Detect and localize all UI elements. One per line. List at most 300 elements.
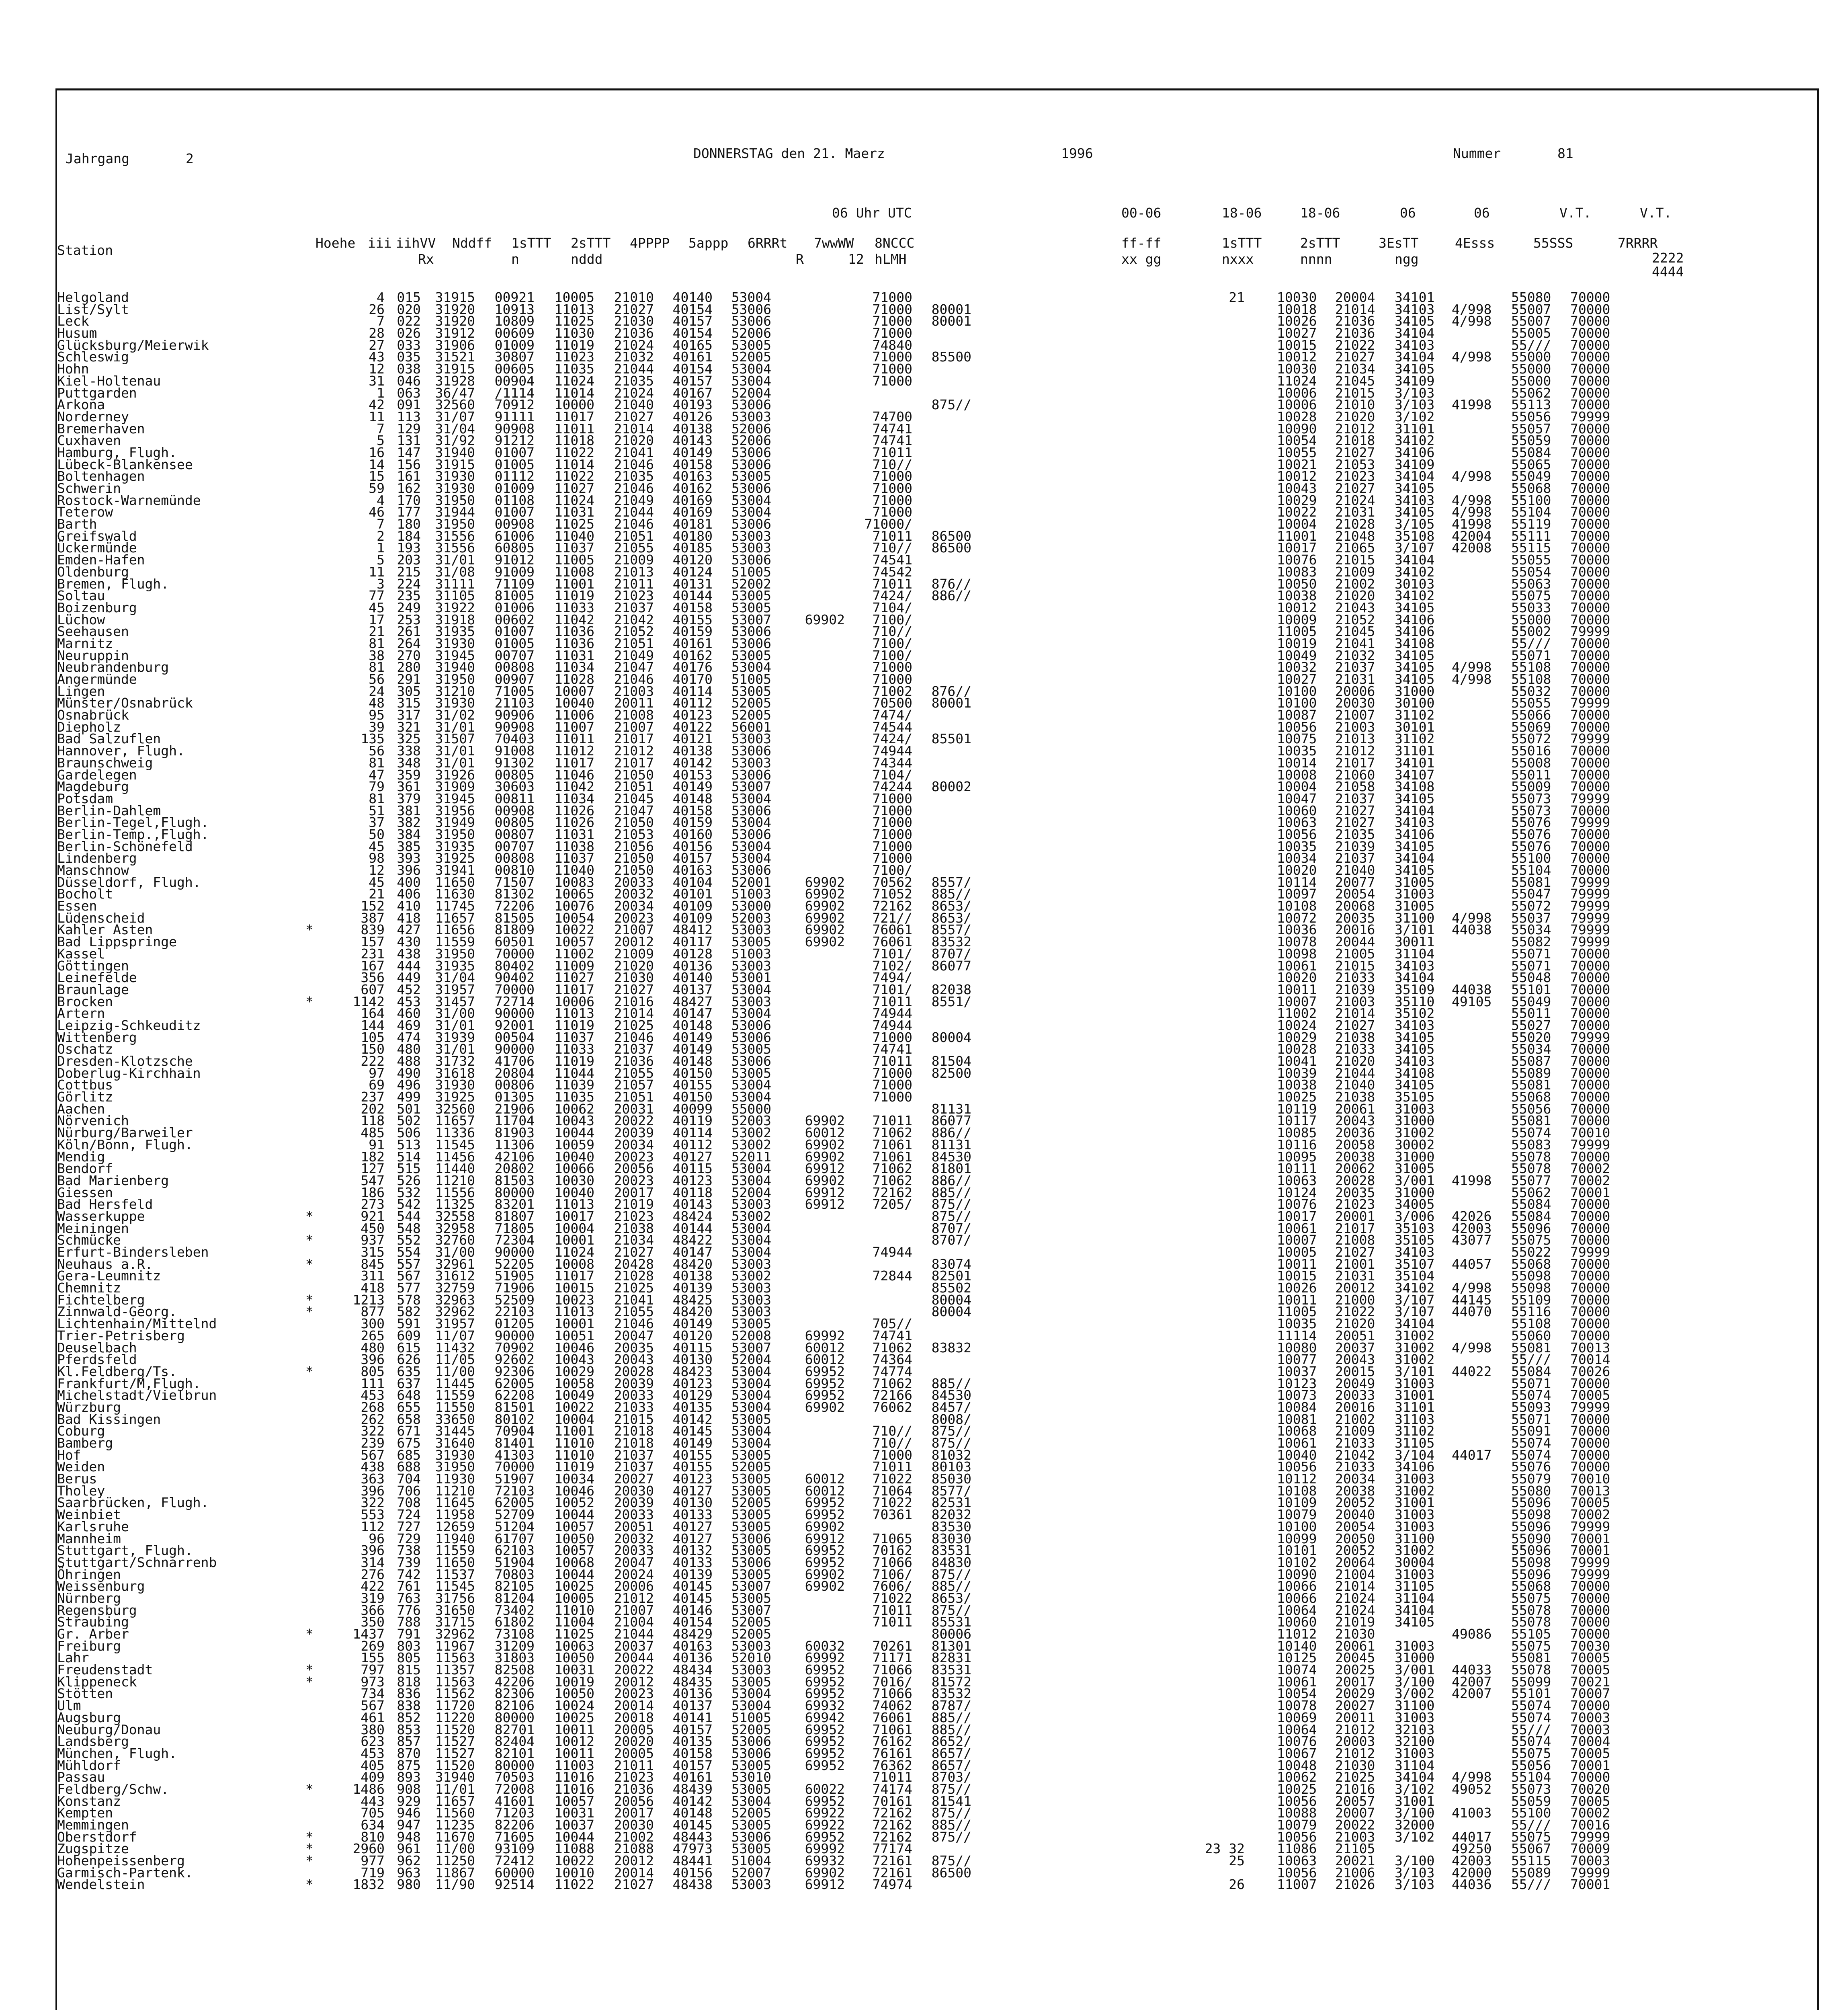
cell-c8nccc: 886// [931,1172,971,1188]
cell-nddff: 62005 [494,1495,535,1511]
cell-c1sttt: 10005 [554,289,594,305]
cell-c5appp: 53005 [731,1447,771,1463]
table-row [57,1079,1817,1091]
cell-c1sttt: 10015 [554,1280,594,1296]
cell-c7wwww: 70161 [872,1793,912,1809]
cell-iii: 499 [397,1089,421,1105]
cell-c8nccc: 81032 [931,1447,971,1463]
cell-c7wwww: 71062 [872,1375,912,1391]
cell-c4pppp: 40142 [672,1793,713,1809]
cell-c4pppp: 40131 [672,576,713,592]
cell-c55sss: 55100 [1511,850,1551,866]
cell-c2sttt: 20030 [614,1483,654,1499]
cell-c4pppp: 40158 [672,599,713,615]
cell-station: Marnitz [57,635,113,651]
cell-station: Lindenberg [57,850,137,866]
cell-hoehe: 231 [361,946,385,962]
cell-c55sss: 55080 [1511,289,1551,305]
cell-station: Potsdam [57,790,113,806]
cell-c3esttt: 31104 [1395,1590,1435,1606]
cell-c3esttt: 34104 [1395,1602,1435,1618]
cell-c7wwww: 71066 [872,1686,912,1702]
cell-c5appp: 53004 [731,1399,771,1415]
cell-nddff: 01005 [494,635,535,651]
cell-c8nccc: 875// [931,397,971,413]
cell-c2sttt: 21023 [614,1208,654,1224]
cell-c7rrrr: 70000 [1570,325,1610,341]
cell-hoehe: 144 [361,1017,385,1033]
cell-hoehe: 28 [369,325,385,341]
cell-c7wwww: 74344 [872,755,912,771]
cell-c1sttt2: 10019 [1277,635,1317,651]
cell-c7wwww: 72162 [872,1829,912,1845]
cell-hoehe: 547 [361,1172,385,1188]
cell-c3esttt: 31000 [1395,1149,1435,1165]
cell-c4esss: 4/998 [1452,492,1492,508]
cell-c55sss: 55096 [1511,1566,1551,1582]
cell-hoehe: 111 [361,1375,385,1391]
cell-c8nccc: 83531 [931,1662,971,1678]
cell-nddff: 92514 [494,1877,535,1893]
cell-c55sss: 55100 [1511,492,1551,508]
cell-c8nccc: 8787/ [931,1698,971,1714]
cell-nddff: 82105 [494,1578,535,1594]
cell-iii: 184 [397,528,421,544]
cell-c7wwww: 70500 [872,695,912,711]
cell-station: Ückermünde [57,540,137,556]
cell-c3esttt: 34103 [1395,1244,1435,1260]
cell-iihvv: 11545 [435,1136,475,1153]
cell-nddff: 21906 [494,1101,535,1117]
cell-c55sss: 55000 [1511,349,1551,365]
cell-c8nccc: 82501 [931,1268,971,1284]
cell-nddff: 01112 [494,468,535,484]
cell-c55sss: 55072 [1511,731,1551,747]
cell-c1sttt2: 10006 [1277,397,1317,413]
cell-c5appp: 51005 [731,1709,771,1725]
cell-c3esttt: 31003 [1395,1375,1435,1391]
cell-iihvv: 11440 [435,1161,475,1177]
cell-c55sss: 55075 [1511,1829,1551,1845]
cell-c3esttt: 34102 [1395,1280,1435,1296]
cell-iii: 046 [397,373,421,389]
cell-c2sttt: 20034 [614,898,654,914]
cell-c1sttt: 10004 [554,1220,594,1236]
cell-c7wwww: 710// [872,624,912,640]
cell-c1sttt: 11022 [554,1877,594,1893]
cell-c7wwww: 7100/ [872,862,912,878]
cell-hoehe: 97 [369,1065,385,1081]
cell-hoehe: 16 [369,444,385,460]
cell-hoehe: 91 [369,1136,385,1153]
cell-c55sss: 55063 [1511,576,1551,592]
cell-c5appp: 52002 [731,576,771,592]
cell-c1sttt2: 10073 [1277,1387,1317,1403]
cell-c4esss: 42007 [1452,1686,1492,1702]
cell-c4pppp: 40120 [672,1327,713,1343]
cell-c55sss: 55076 [1511,814,1551,831]
cell-iihvv: 31556 [435,540,475,556]
cell-c1sttt2: 10080 [1277,1339,1317,1356]
cell-c55sss: 55066 [1511,707,1551,723]
cell-c7wwww: 705// [872,1316,912,1332]
cell-c55sss: 55049 [1511,993,1551,1009]
cell-iihvv: 31/01 [435,755,475,771]
cell-c8nccc: 875// [931,1196,971,1212]
cell-nddff: 92001 [494,1017,535,1033]
cell-c5appp: 53006 [731,480,771,496]
cell-iii: 235 [397,588,421,604]
cell-c5appp: 53005 [731,1471,771,1487]
cell-station: Garmisch-Partenk. [57,1864,193,1881]
cell-c7wwww: 74944 [872,1005,912,1021]
cell-nddff: 01205 [494,1316,535,1332]
cell-c4pppp: 40149 [672,444,713,460]
cell-c55sss: 55/// [1511,1721,1551,1737]
cell-c3esttt: 31000 [1395,1650,1435,1666]
cell-c7wwww: 7106/ [872,1566,912,1582]
cell-c6rrrt: 60012 [805,1352,845,1368]
cell-c55sss: 55049 [1511,468,1551,484]
cell-station: Norderney [57,408,129,425]
cell-c2sttt2: 21045 [1335,373,1375,389]
cell-iii: 361 [397,779,421,795]
cell-c2sttt: 20033 [614,874,654,890]
cell-nddff: 01005 [494,456,535,472]
cell-c8nccc: 80103 [931,1459,971,1475]
cell-c1sttt2: 10095 [1277,1149,1317,1165]
cell-c4pppp: 40169 [672,492,713,508]
cell-nddff: /1114 [494,385,535,401]
cell-nddff: 00904 [494,373,535,389]
cell-station: Karlsruhe [57,1518,129,1534]
cell-iii: 474 [397,1029,421,1045]
cell-c5appp: 53003 [731,1292,771,1308]
cell-c5appp: 53006 [731,1829,771,1845]
cell-c2sttt2: 21003 [1335,993,1375,1009]
cell-c1sttt: 10022 [554,1399,594,1415]
cell-c3esttt: 34105 [1395,647,1435,663]
cell-c4pppp: 40145 [672,1423,713,1439]
cell-c1sttt2: 10036 [1277,922,1317,938]
cell-c5appp: 52004 [731,1352,771,1368]
cell-c4esss: 42000 [1452,1864,1492,1881]
cell-c55sss: 55081 [1511,1113,1551,1129]
cell-c5appp: 53010 [731,1769,771,1785]
cell-station: Leinefelde [57,970,137,986]
cell-hoehe: 845 [361,1256,385,1272]
cell-c2sttt: 20014 [614,1698,654,1714]
cell-c1sttt: 10044 [554,1566,594,1582]
cell-iihvv: 31939 [435,1029,475,1045]
cell-c55sss: 55098 [1511,1268,1551,1284]
cell-nddff: 00807 [494,826,535,842]
cell-c7wwww: 7494/ [872,970,912,986]
cell-station: Cottbus [57,1077,113,1093]
cell-c2sttt: 21041 [614,1292,654,1308]
cell-station: Passau [57,1769,105,1785]
cell-station: Seehausen [57,624,129,640]
cell-c4pppp: 40150 [672,1089,713,1105]
cell-c7wwww: 71011 [872,993,912,1009]
cell-hoehe: 314 [361,1554,385,1570]
cell-c4pppp: 40127 [672,1149,713,1165]
cell-c2sttt2: 21009 [1335,564,1375,580]
cell-c2sttt: 21050 [614,814,654,831]
cell-c5appp: 53002 [731,1208,771,1224]
cell-iii: 635 [397,1363,421,1379]
cell-iihvv: 31618 [435,1065,475,1081]
cell-c2sttt2: 20050 [1335,1530,1375,1546]
cell-c2sttt2: 20043 [1335,1113,1375,1129]
cell-c3esttt: 31102 [1395,707,1435,723]
cell-c2sttt: 21055 [614,1065,654,1081]
cell-c55sss: 55062 [1511,1184,1551,1200]
cell-c2sttt: 21014 [614,1005,654,1021]
cell-c7wwww: 71000 [872,1089,912,1105]
cell-c2sttt: 21037 [614,599,654,615]
cell-iihvv: 11/00 [435,1363,475,1379]
cell-c55sss: 55089 [1511,1864,1551,1881]
cell-c7wwww: 71000 [872,349,912,365]
cell-c2sttt2: 21038 [1335,1029,1375,1045]
cell-c1sttt2: 10024 [1277,1017,1317,1033]
cell-c7rrrr: 70000 [1570,397,1610,413]
cell-c55sss: 55034 [1511,922,1551,938]
cell-c55sss: 55062 [1511,385,1551,401]
cell-c7rrrr: 70000 [1570,1089,1610,1105]
cell-c55sss: 55076 [1511,826,1551,842]
cell-c2sttt2: 20043 [1335,1352,1375,1368]
cell-c7rrrr: 70000 [1570,1149,1610,1165]
cell-c2sttt: 21027 [614,301,654,317]
cell-c2sttt: 20032 [614,886,654,902]
cell-iihvv: 31612 [435,1268,475,1284]
cell-nddff: 82701 [494,1721,535,1737]
cell-c5appp: 53004 [731,1435,771,1451]
cell-hoehe: 276 [361,1566,385,1582]
cell-iii: 180 [397,516,421,532]
cell-c1sttt: 11003 [554,1757,594,1773]
cell-c8nccc: 8008/ [931,1411,971,1427]
cell-c2sttt2: 21026 [1335,1877,1375,1893]
cell-c3esttt: 3/107 [1395,540,1435,556]
cell-c2sttt: 20024 [614,1566,654,1582]
cell-c5appp: 53004 [731,1220,771,1236]
cell-c7wwww: 71000 [872,790,912,806]
cell-c8nccc: 80001 [931,313,971,329]
cell-hoehe: 387 [361,910,385,926]
cell-iihvv: 31928 [435,373,475,389]
cell-nddff: 30807 [494,349,535,365]
cell-c5appp: 52005 [731,707,771,723]
cell-c1sttt2: 10055 [1277,444,1317,460]
cell-c1sttt: 11001 [554,576,594,592]
cell-c3esttt: 34103 [1395,1053,1435,1069]
cell-nddff: 90000 [494,1041,535,1057]
cell-c7wwww: 71000 [872,325,912,341]
cell-c1sttt: 10076 [554,898,594,914]
cell-c3esttt: 34107 [1395,767,1435,783]
cell-c7wwww: 74062 [872,1698,912,1714]
cell-c7rrrr: 79999 [1570,1554,1610,1570]
cell-c55sss: 55080 [1511,1483,1551,1499]
cell-station: Zugspitze [57,1841,129,1857]
cell-iihvv: 31957 [435,981,475,997]
cell-c1sttt2: 10061 [1277,1674,1317,1690]
cell-c1sttt: 11022 [554,444,594,460]
cell-c6rrrt: 69902 [805,886,845,902]
cell-hoehe: 396 [361,1542,385,1559]
cell-c1sttt: 10031 [554,1662,594,1678]
cell-c55sss: 55068 [1511,1578,1551,1594]
cell-c1sttt2: 10047 [1277,790,1317,806]
cell-c1sttt2: 10078 [1277,1698,1317,1714]
date-title: DONNERSTAG den 21. Maerz [693,146,885,161]
cell-c3esttt: 34102 [1395,433,1435,449]
cell-iii: 671 [397,1423,421,1439]
cell-c7rrrr: 70000 [1570,492,1610,508]
cell-c1sttt2: 10020 [1277,970,1317,986]
cell-c8nccc: 8652/ [931,1733,971,1750]
cell-c2sttt2: 21027 [1335,814,1375,831]
cell-c3esttt: 34109 [1395,373,1435,389]
cell-c1sttt: 10008 [554,1256,594,1272]
cell-c3esttt: 34005 [1395,1196,1435,1212]
cell-station: Neuburg/Donau [57,1721,161,1737]
cell-c1sttt: 10062 [554,1101,594,1117]
cell-c7rrrr: 70000 [1570,1602,1610,1618]
cell-c1sttt: 11046 [554,767,594,783]
cell-hoehe: 50 [369,826,385,842]
cell-c3esttt: 34101 [1395,289,1435,305]
cell-station: Mannheim [57,1530,121,1546]
cell-nddff: 91111 [494,408,535,425]
cell-nddff: 00808 [494,850,535,866]
cell-iihvv: 31950 [435,671,475,687]
cell-station: Stötten [57,1686,113,1702]
cell-c1sttt: 11026 [554,814,594,831]
nummer-value: 81 [1557,146,1573,161]
cell-c2sttt: 21024 [614,385,654,401]
cell-nddff: 42206 [494,1674,535,1690]
cell-c4pppp: 40154 [672,325,713,341]
cell-c1sttt: 10022 [554,1853,594,1869]
cell-station: Puttgarden [57,385,137,401]
cell-station: Schmücke [57,1232,121,1248]
cell-c7wwww: 77174 [872,1841,912,1857]
cell-hoehe: 237 [361,1089,385,1105]
cell-c5appp: 53006 [731,1733,771,1750]
cell-iii: 838 [397,1698,421,1714]
cell-nddff: 30603 [494,779,535,795]
cell-c7rrrr: 70000 [1570,313,1610,329]
cell-c8nccc: 876// [931,683,971,699]
cell-c55sss: 55096 [1511,1495,1551,1511]
cell-iihvv: 11656 [435,922,475,938]
cell-c2sttt: 21049 [614,647,654,663]
cell-c3esttt: 34105 [1395,599,1435,615]
cell-c2sttt: 20043 [614,1352,654,1368]
cell-c1sttt: 10034 [554,1471,594,1487]
cell-c8nccc: 8707/ [931,1232,971,1248]
cell-c2sttt: 21040 [614,397,654,413]
cell-c7wwww: 7104/ [872,767,912,783]
cell-c4pppp: 48412 [672,922,713,938]
cell-hoehe: 186 [361,1184,385,1200]
cell-c2sttt: 21042 [614,611,654,628]
cell-c4pppp: 40149 [672,779,713,795]
cell-c7rrrr: 70000 [1570,420,1610,437]
cell-iii: 963 [397,1864,421,1881]
cell-c7wwww: 71022 [872,1495,912,1511]
cell-c6rrrt: 69902 [805,1864,845,1881]
cell-c55sss: 55055 [1511,552,1551,568]
cell-c1sttt: 10011 [554,1745,594,1761]
cell-c1sttt2: 10037 [1277,1363,1317,1379]
cell-c1sttt2: 10056 [1277,1829,1317,1845]
cell-c7wwww: 72162 [872,1184,912,1200]
cell-c4pppp: 40157 [672,850,713,866]
cell-c1sttt: 10043 [554,1113,594,1129]
cell-c3esttt: 3/001 [1395,1172,1435,1188]
col-1sttt2-sub: nxxx [1222,251,1254,267]
cell-c2sttt2: 21033 [1335,1435,1375,1451]
cell-iihvv: 31715 [435,1614,475,1630]
cell-nddff: 82206 [494,1817,535,1833]
cell-c2sttt: 21045 [614,790,654,806]
cell-c7rrrr: 70000 [1570,1614,1610,1630]
cell-c6rrrt: 69942 [805,1709,845,1725]
table-row [57,993,1817,1009]
cell-c7rrrr: 70003 [1570,1853,1610,1869]
cell-c1sttt2: 10004 [1277,779,1317,795]
cell-hoehe: 39 [369,719,385,735]
cell-station: Lingen [57,683,105,699]
cell-c7wwww: 71000 [872,301,912,317]
cell-c1sttt: 11019 [554,1017,594,1033]
cell-c55sss: 55105 [1511,1626,1551,1642]
cell-c1sttt2: 10064 [1277,1721,1317,1737]
cell-hoehe: 135 [361,731,385,747]
cell-c1sttt: 10068 [554,1554,594,1570]
cell-c7wwww: 71000 [872,289,912,305]
cell-nddff: 70912 [494,397,535,413]
cell-c1sttt2: 10112 [1277,1471,1317,1487]
cell-hoehe: 634 [361,1817,385,1833]
cell-hoehe: 81 [369,755,385,771]
cell-nddff: 82101 [494,1745,535,1761]
cell-c55sss: 55074 [1511,1709,1551,1725]
cell-c7rrrr: 70000 [1570,683,1610,699]
cell-c3esttt: 34105 [1395,838,1435,854]
cell-c1sttt2: 10066 [1277,1590,1317,1606]
cell-c3esttt: 34109 [1395,456,1435,472]
cell-nddff: 91212 [494,433,535,449]
cell-station: Regensburg [57,1602,137,1618]
cell-nddff: 51904 [494,1554,535,1570]
cell-c1sttt: 11011 [554,731,594,747]
cell-c1sttt: 10000 [554,397,594,413]
cell-c2sttt: 20023 [614,1172,654,1188]
cell-c4esss: 44057 [1452,1256,1492,1272]
cell-c2sttt2: 20030 [1335,695,1375,711]
cell-c1sttt: 10052 [554,1495,594,1511]
cell-c1sttt2: 10063 [1277,1853,1317,1869]
cell-c1sttt: 11017 [554,408,594,425]
cell-c55sss: 55073 [1511,1781,1551,1797]
cell-hoehe: 56 [369,671,385,687]
